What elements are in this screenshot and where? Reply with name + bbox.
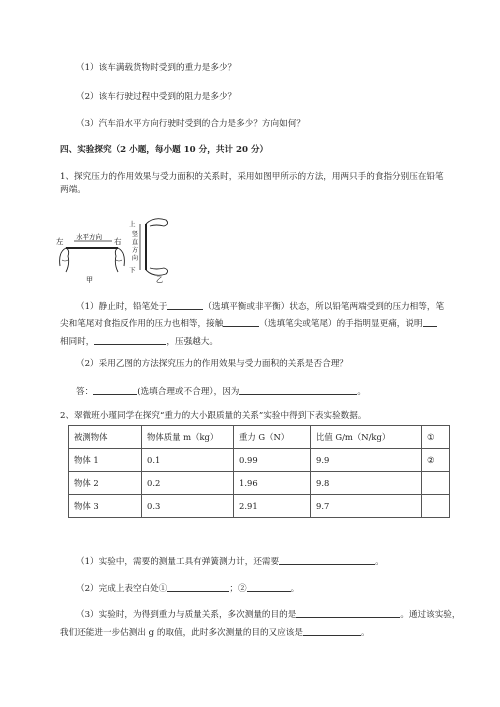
label-horizontal: 水平方向 (76, 233, 102, 241)
section-title: 四、实验探究（2 小题，每小题 10 分，共计 20 分） (60, 145, 269, 155)
p1-answer-line: 答： (选填合理或不合理），因为 。 (76, 387, 366, 397)
label-left: 左 (56, 237, 64, 246)
blank-balance[interactable] (167, 300, 203, 310)
blank-circle-1[interactable] (167, 582, 229, 592)
problem2-intro: 2、翠微班小瑾同学在探究“重力的大小跟质量的关系”实验中得到下表实验数据。 (60, 411, 367, 421)
hand-left-icon (60, 248, 69, 272)
table-cell: 1.96 (234, 472, 311, 495)
blank-purpose-1[interactable] (296, 608, 400, 618)
p1-sub1-line3: 相同时， ，压强越大。 (60, 337, 218, 347)
blank-condition[interactable] (94, 335, 166, 345)
label-vertical-4: 向 (132, 255, 139, 262)
label-right: 右 (114, 237, 122, 246)
blank-reason[interactable] (239, 385, 357, 395)
pencil-figure (54, 216, 184, 286)
table-cell: 0.2 (142, 472, 234, 495)
figure-jia (56, 232, 124, 284)
problem1-intro-line1: 1、探究压力的作用效果与受力面积的关系时，采用如图甲所示的方法，用两只手的食指分别压在铅笔 (60, 172, 444, 182)
table-header-cell: 物体质量 m（kg） (142, 426, 234, 449)
table-row (69, 472, 450, 495)
label-jia: 甲 (86, 276, 93, 284)
blank-tip-or-end[interactable] (223, 317, 259, 327)
p2-sub2: （2）完成上表空白处① ；② 。 (76, 584, 300, 594)
blank-circle-2[interactable] (247, 582, 291, 592)
table-header-cell: 重力 G（N） (234, 426, 311, 449)
table-cell: 0.1 (142, 449, 234, 472)
hand-top-icon (146, 219, 168, 226)
table-cell: 0.3 (142, 495, 234, 518)
table-cell (422, 495, 450, 518)
table-cell (422, 472, 450, 495)
table-header-row (69, 426, 450, 449)
table-cell: 9.9 (311, 449, 422, 472)
problem1-intro-line2: 两端。 (60, 185, 86, 195)
blank-purpose-2[interactable] (303, 626, 361, 636)
label-vertical-1: 竖 (132, 231, 139, 238)
p1-sub1-line2: 尖和笔尾对食指反作用的压力也相等，接触 （选填笔尖或笔尾）的手指明显更痛，说明 (60, 317, 437, 330)
p2-sub3-line1: （3）实验时，为得到重力与质量关系，多次测量的目的是 。通过该实验， (76, 610, 461, 620)
table-header-cell: ① (422, 426, 450, 449)
table-header-cell: 被测物体 (69, 426, 142, 449)
hand-bottom-icon (146, 268, 168, 275)
label-vertical-2: 直 (132, 239, 139, 246)
table-cell: 0.99 (234, 449, 311, 472)
blank-reasonable[interactable] (93, 385, 137, 395)
table-cell: 物体 2 (69, 472, 142, 495)
p2-sub1: （1）实验中，需要的测量工具有弹簧测力计，还需要 。 (76, 557, 384, 567)
label-down: 下 (129, 266, 136, 274)
label-vertical-3: 方 (132, 247, 139, 254)
label-up: 上 (129, 220, 136, 228)
label-yi: 乙 (156, 276, 163, 284)
table-cell: 9.7 (311, 495, 422, 518)
table-cell: ② (422, 449, 450, 472)
table-cell: 物体 1 (69, 449, 142, 472)
table-cell: 9.8 (311, 472, 422, 495)
question-2: （2）该车行驶过程中受到的阻力是多少？ (76, 92, 237, 102)
question-3: （3）汽车沿水平方向行驶时受到的合力是多少？方向如何？ (76, 119, 305, 129)
table-row (69, 495, 450, 518)
table-header-cell: 比值 G/m（N/kg） (311, 426, 422, 449)
question-1: （1）该车满载货物时受到的重力是多少？ (76, 63, 237, 73)
p2-sub3-line2: 我们还能进一步估测出 g 的取值，此时多次测量的目的又应该是 。 (60, 628, 370, 638)
table-cell: 2.91 (234, 495, 311, 518)
p1-sub2: （2）采用乙图的方法探究压力的作用效果与受力面积的关系是否合理？ (76, 359, 348, 369)
blank-same-quantity[interactable] (423, 317, 437, 327)
table-cell: 物体 3 (69, 495, 142, 518)
table-row (69, 449, 450, 472)
blank-tool[interactable] (279, 555, 375, 565)
figure-yi (129, 219, 168, 284)
p1-sub1-line1: （1）静止时，铅笔处于 （选填平衡或非平衡）状态，所以铅笔两端受到的压力相等，笔 (76, 302, 445, 312)
hand-right-icon (115, 248, 124, 272)
data-table (68, 425, 450, 518)
